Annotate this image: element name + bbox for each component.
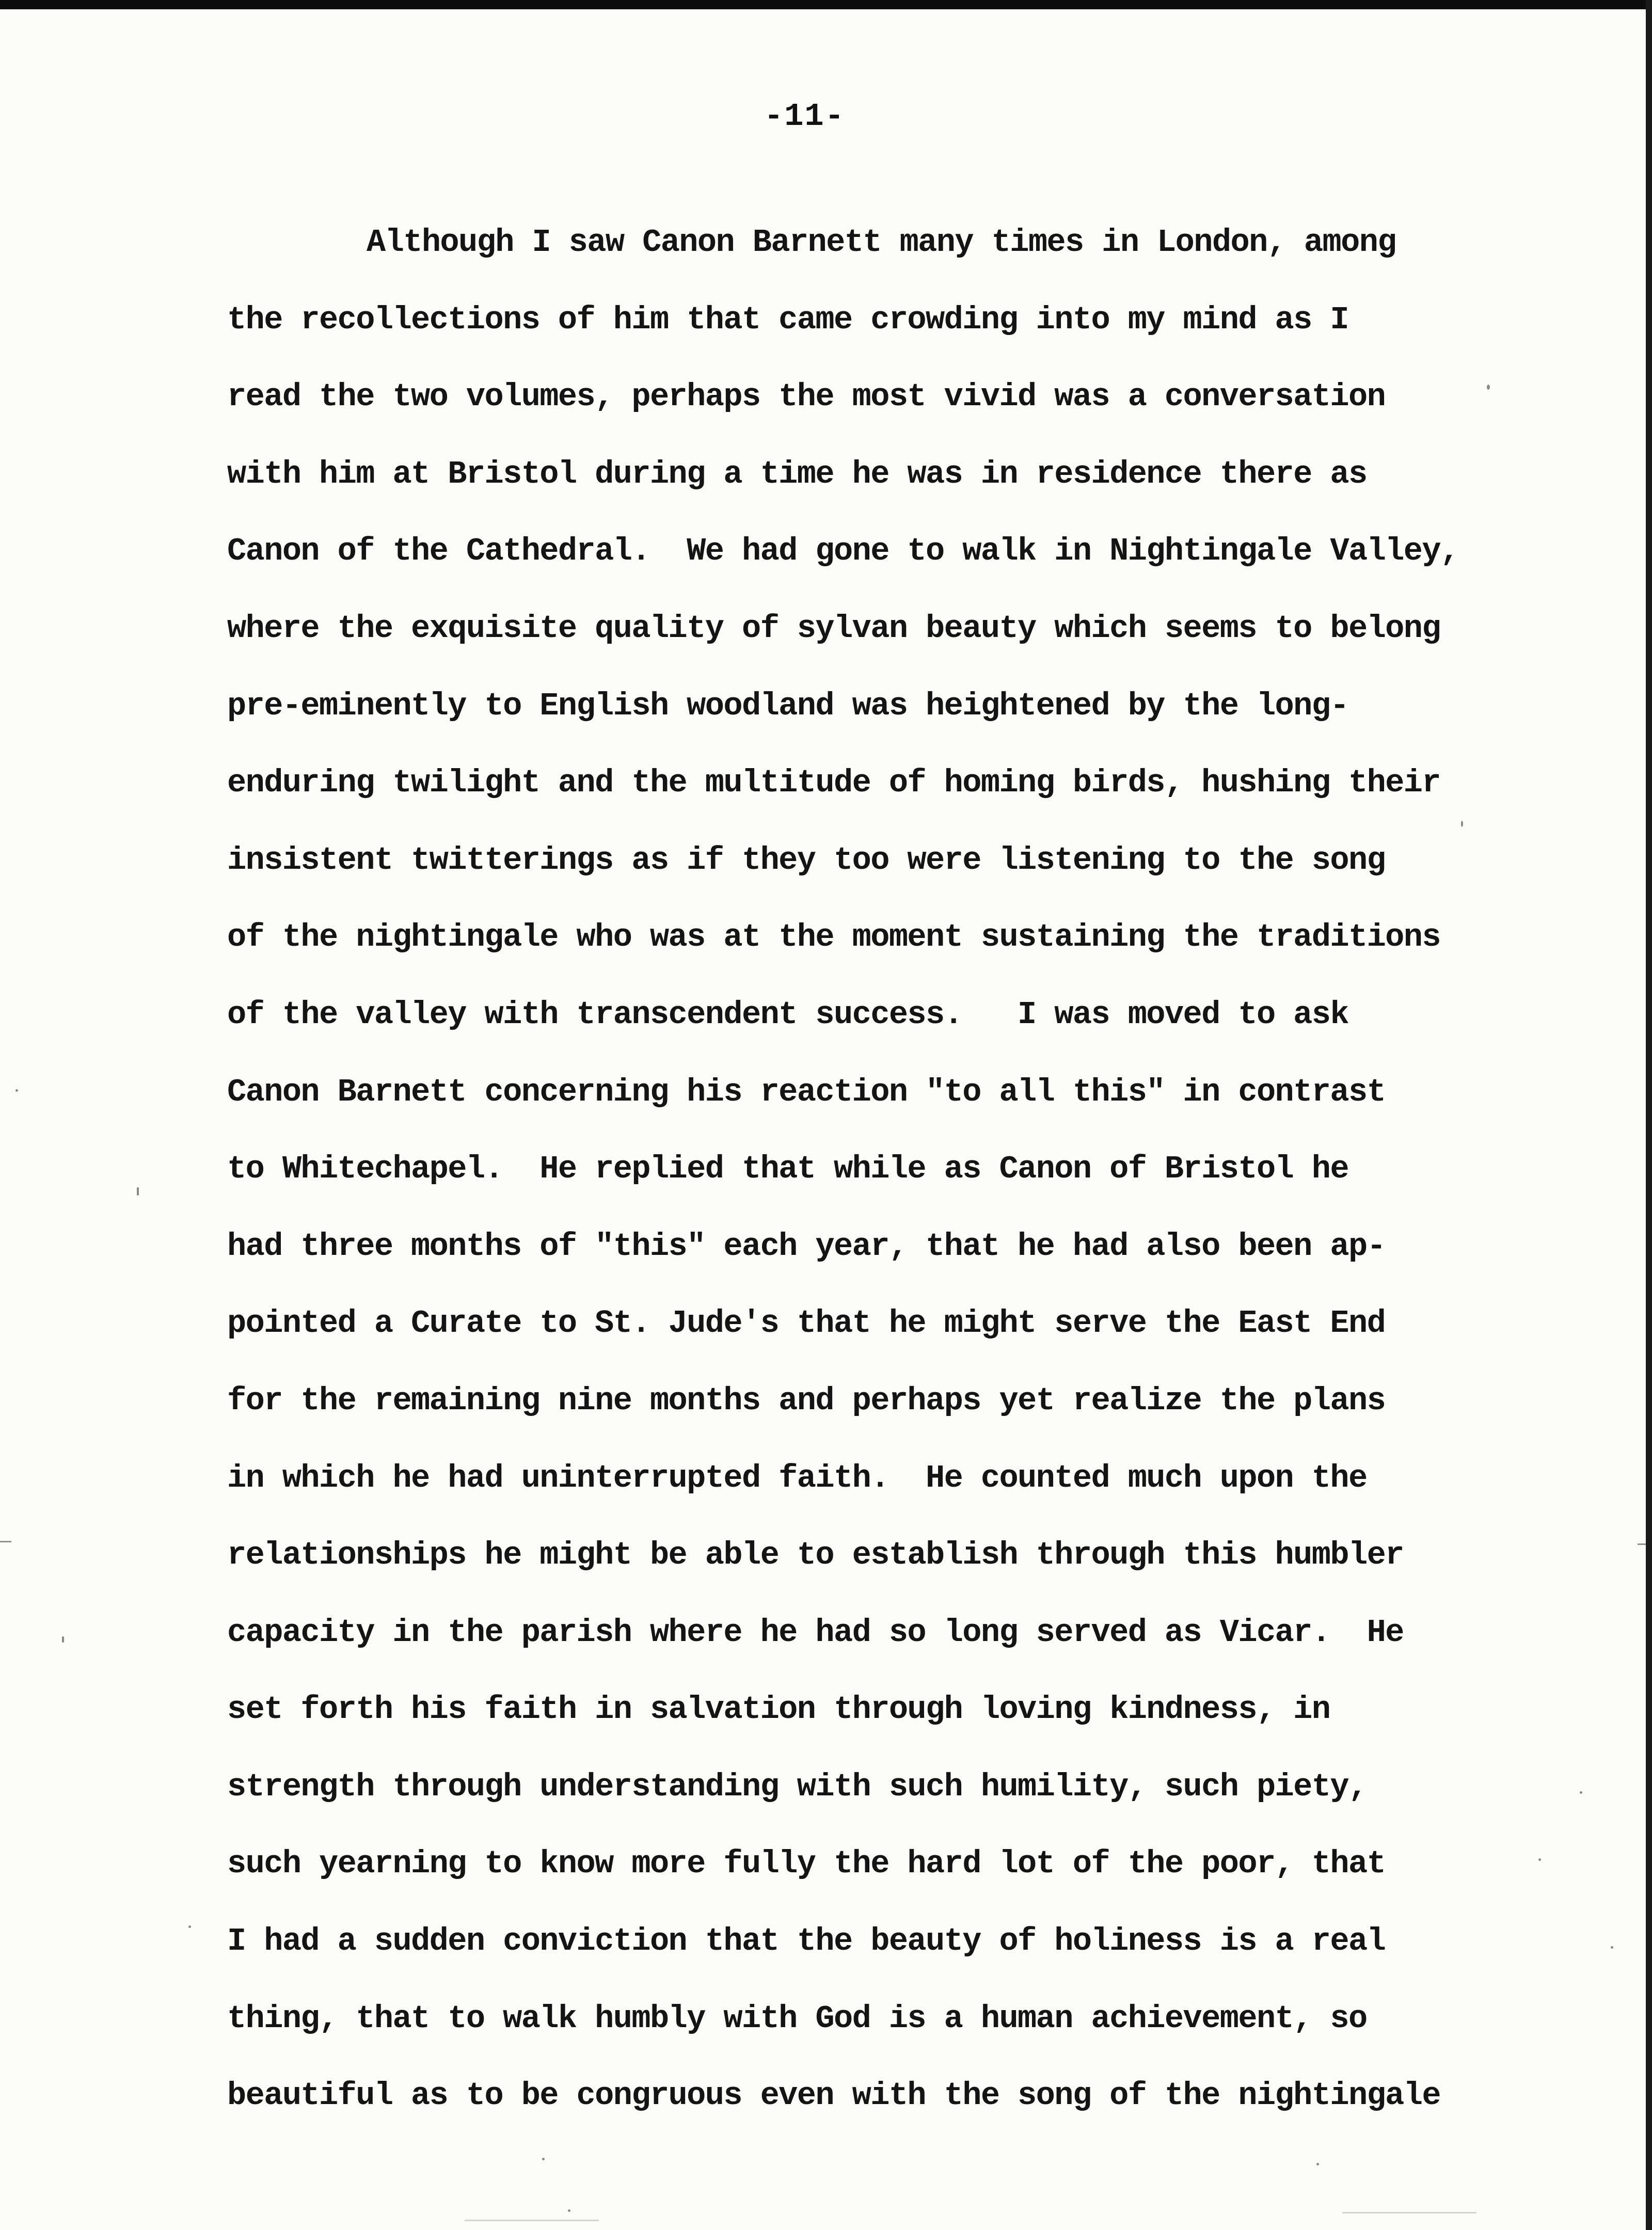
- text-line: for the remaining nine months and perhaps yet realize the plans: [227, 1382, 1386, 1419]
- scan-speck: [1538, 1858, 1541, 1861]
- scan-mark: [0, 1541, 11, 1542]
- scan-speck: [542, 2158, 545, 2160]
- scan-speck: [15, 1089, 18, 1092]
- page-number: -11-: [764, 98, 845, 135]
- scan-speck: [1461, 821, 1463, 827]
- text-line: Canon Barnett concerning his reaction "to all this" in contrast: [227, 1073, 1386, 1110]
- text-line: such yearning to know more fully the hard lot of the poor, that: [227, 1845, 1386, 1883]
- scan-speck: [1316, 2163, 1319, 2165]
- text-line: of the valley with transcendent success. I was moved to ask: [227, 996, 1348, 1033]
- scan-mark: [465, 2220, 599, 2221]
- text-line: of the nightingale who was at the moment sustaining the traditions: [227, 919, 1441, 956]
- text-line: strength through understanding with such humility, such piety,: [227, 1768, 1367, 1805]
- text-line: Canon of the Cathedral. We had gone to walk in Nightingale Valley,: [227, 533, 1459, 570]
- text-line: with him at Bristol during a time he was in residence there as: [227, 455, 1367, 492]
- text-line: in which he had uninterrupted faith. He counted much upon the: [227, 1459, 1367, 1496]
- text-line: set forth his faith in salvation through loving kindness, in: [227, 1691, 1330, 1728]
- body-paragraph: [227, 204, 1590, 2135]
- text-line: beautiful as to be congruous even with the song of the nightingale: [227, 2077, 1441, 2114]
- text-line: pointed a Curate to St. Jude's that he might serve the East End: [227, 1305, 1386, 1342]
- text-line: thing, that to walk humbly with God is a human achievement, so: [227, 2000, 1367, 2037]
- text-line: pre-eminently to English woodland was heightened by the long-: [227, 687, 1348, 724]
- text-line: enduring twilight and the multitude of homing birds, hushing their: [227, 764, 1441, 802]
- scan-speck: [188, 1925, 191, 1928]
- scan-speck: [1487, 385, 1490, 390]
- scan-mark: [1342, 2212, 1476, 2213]
- text-line: relationships he might be able to establish through this humbler: [227, 1537, 1404, 1574]
- scan-speck: [62, 1636, 64, 1643]
- text-line: capacity in the parish where he had so long served as Vicar. He: [227, 1614, 1404, 1651]
- text-line: the recollections of him that came crowding into my mind as I: [227, 301, 1348, 338]
- scan-top-border: [0, 0, 1652, 9]
- text-line: had three months of "this" each year, that he had also been ap-: [227, 1228, 1386, 1265]
- text-line: read the two volumes, perhaps the most vivid was a conversation: [227, 378, 1386, 416]
- scan-speck: [137, 1187, 139, 1196]
- scan-speck: [568, 2209, 570, 2212]
- scan-mark: [1638, 1543, 1647, 1545]
- text-line: Although I saw Canon Barnett many times in London, among: [367, 224, 1396, 261]
- scan-speck: [1611, 1946, 1613, 1949]
- scan-speck: [1580, 1791, 1582, 1794]
- text-line: insistent twitterings as if they too were listening to the song: [227, 841, 1386, 879]
- text-line: I had a sudden conviction that the beauty of holiness is a real: [227, 1923, 1386, 1960]
- text-line: where the exquisite quality of sylvan beauty which seems to belong: [227, 610, 1441, 647]
- text-line: to Whitechapel. He replied that while as Canon of Bristol he: [227, 1151, 1348, 1188]
- scan-right-border: [1646, 0, 1652, 2230]
